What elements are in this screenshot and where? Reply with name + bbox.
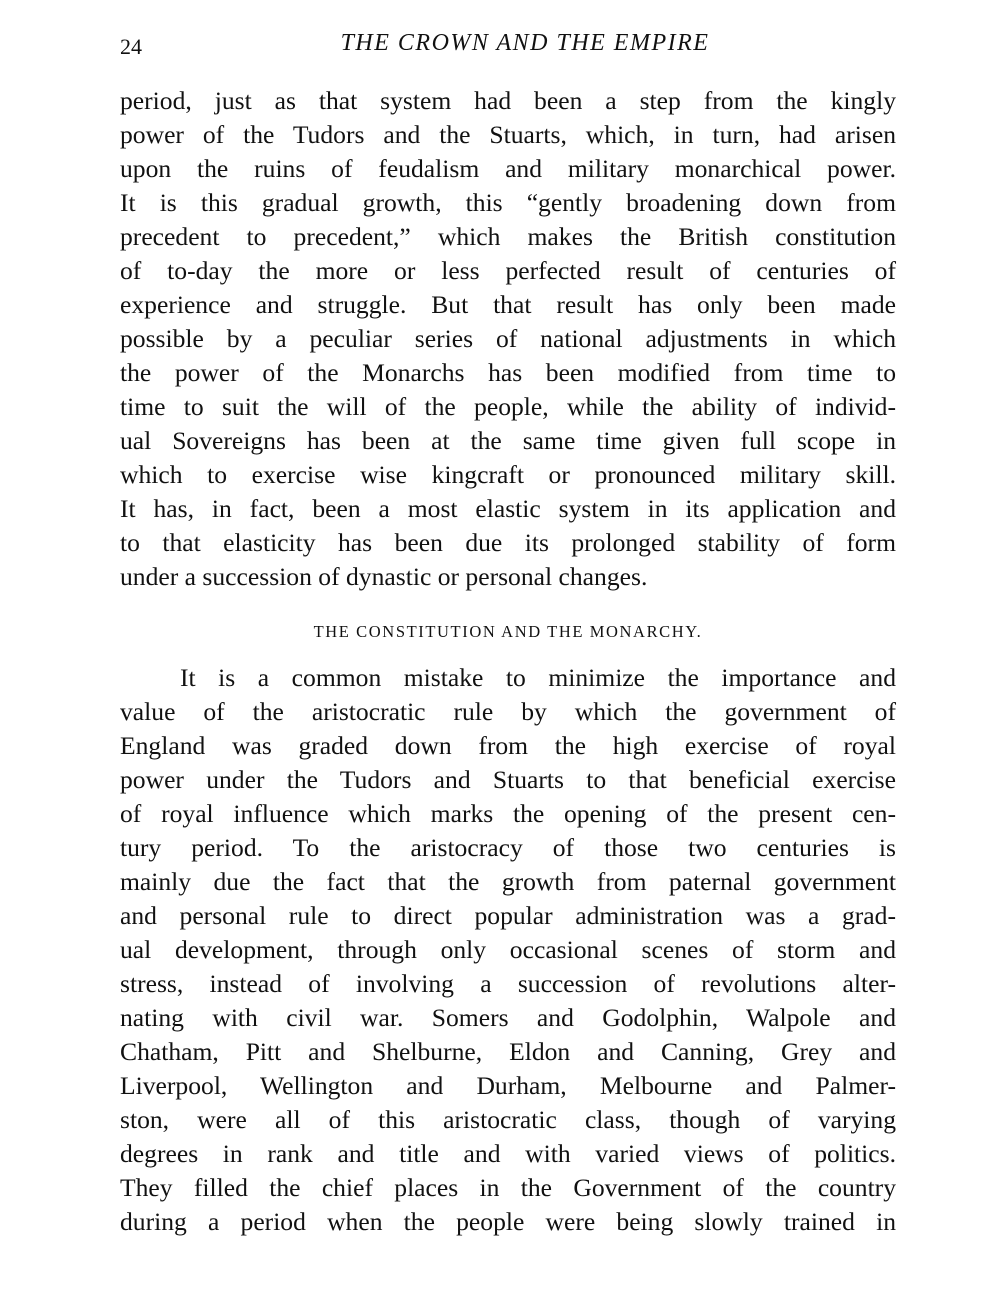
text-line: and personal rule to direct popular administration was a grad- [120,901,896,930]
text-line: It has, in fact, been a most elastic system in its application and [120,494,896,523]
text-line: ual Sovereigns has been at the same time given full scope in [120,426,896,455]
text-line: possible by a peculiar series of national adjustments in which [120,324,896,353]
text-line: England was graded down from the high exercise of royal [120,731,896,760]
text-line: period, just as that system had been a step from the kingly [120,86,896,115]
text-line: value of the aristocratic rule by which the government of [120,697,896,726]
text-line: under a succession of dynastic or personal changes. [120,562,648,591]
paragraph-1 [120,84,896,594]
text-line: mainly due the fact that the growth from paternal government [120,867,896,896]
text-line: time to suit the will of the people, while the ability of individ- [120,392,896,421]
text-line: power under the Tudors and Stuarts to that beneficial exercise [120,765,896,794]
text-line: It is this gradual growth, this “gently broadening down from [120,188,896,217]
text-line: degrees in rank and title and with varied views of politics. [120,1139,896,1168]
text-line: Chatham, Pitt and Shelburne, Eldon and Canning, Grey and [120,1037,896,1066]
text-line: the power of the Monarchs has been modified from time to [120,358,896,387]
section-heading: THE CONSTITUTION AND THE MONARCHY. [313,622,703,641]
text-line: stress, instead of involving a succession of revolutions alter- [120,969,896,998]
text-line: ston, were all of this aristocratic class, though of varying [120,1105,896,1134]
text-line: of royal influence which marks the opening of the present cen- [120,799,896,828]
text-line: of to-day the more or less perfected result of centuries of [120,256,896,285]
page-number: 24 [120,34,142,59]
text-line: nating with civil war. Somers and Godolphin, Walpole and [120,1003,896,1032]
text-line: precedent to precedent,” which makes the British constitution [120,222,896,251]
text-line: They filled the chief places in the Government of the country [120,1173,896,1202]
text-line: during a period when the people were being slowly trained in [120,1207,896,1236]
running-title: THE CROWN AND THE EMPIRE [340,30,710,56]
text-line: which to exercise wise kingcraft or pronounced military skill. [120,460,896,489]
text-line: to that elasticity has been due its prolonged stability of form [120,528,896,557]
paragraph-2 [120,661,896,1239]
text-line: upon the ruins of feudalism and military monarchical power. [120,154,896,183]
text-line: experience and struggle. But that result has only been made [120,290,896,319]
text-line: tury period. To the aristocracy of those two centuries is [120,833,896,862]
text-line: ual development, through only occasional scenes of storm and [120,935,896,964]
text-line: It is a common mistake to minimize the importance and [180,663,896,692]
text-line: power of the Tudors and the Stuarts, which, in turn, had arisen [120,120,896,149]
text-line: Liverpool, Wellington and Durham, Melbourne and Palmer- [120,1071,896,1100]
